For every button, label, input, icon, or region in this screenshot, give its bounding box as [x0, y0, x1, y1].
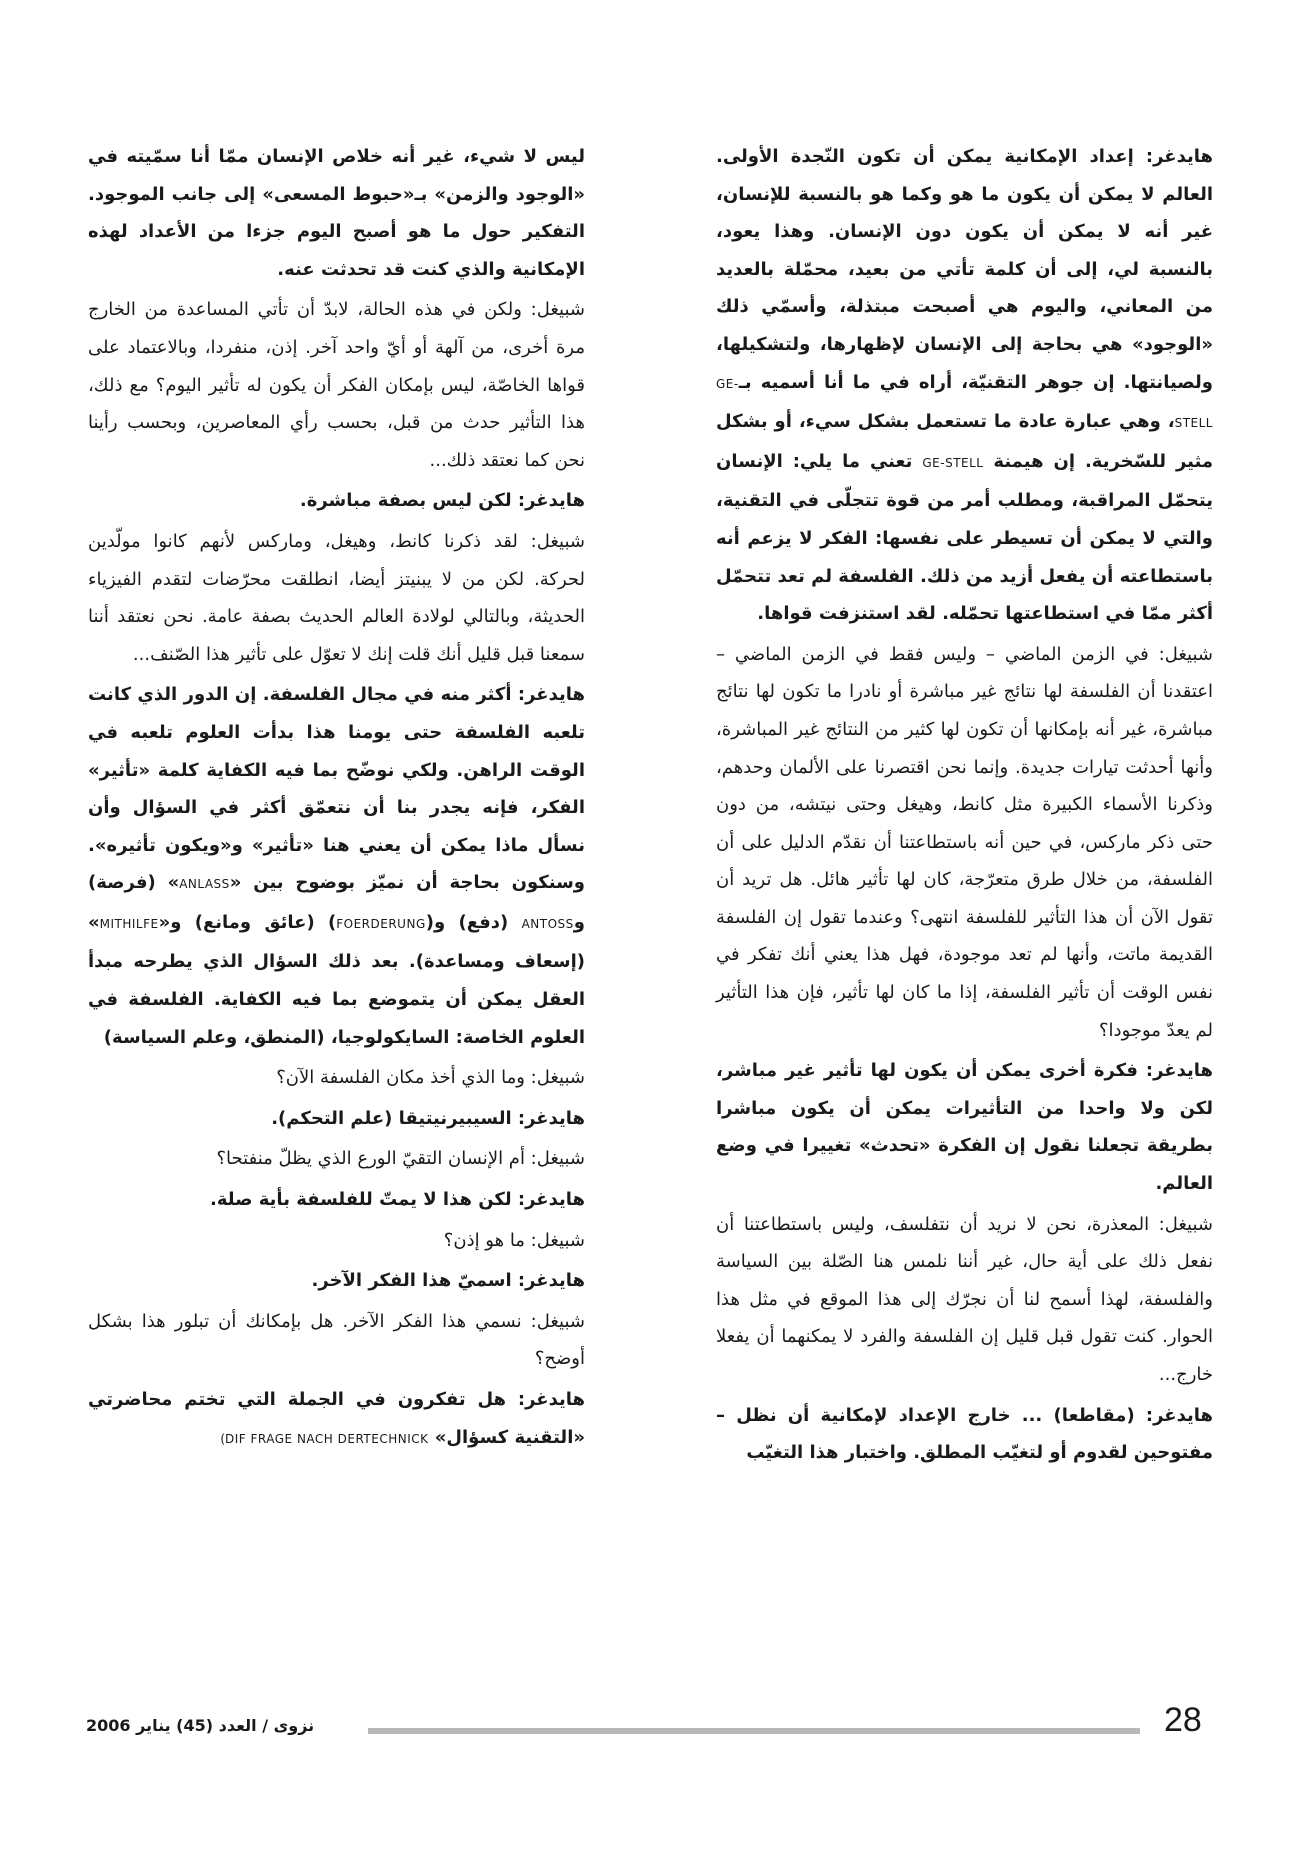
paragraph — [716, 1206, 1213, 1394]
paragraph-text: هايدغر: لكن ليس بصفة مباشرة. — [299, 490, 585, 512]
paragraph — [716, 636, 1213, 1050]
paragraph-text: ليس لا شيء، غير أنه خلاص الإنسان ممّا أنا سمّيته في «الوجود والزمن» بـ«حبوط المسعى» إلى جانب الموجود. التفكير حول ما هو أصبح اليوم جزءا من الأعداد لهذه الإمكانية والذي كنت قد تحدثت عنه. — [88, 146, 585, 280]
paragraph — [88, 1303, 585, 1378]
paragraph — [88, 676, 585, 1056]
paragraph — [88, 1181, 585, 1219]
paragraph-text: (دفع) و( — [425, 911, 522, 933]
paragraph-text: » (فرصة) و — [88, 872, 585, 933]
paragraph-text: شبيغل: المعذرة، نحن لا نريد أن نتفلسف، وليس باستطاعتنا أن نفعل ذلك على أية حال، غير أننا نلمس هنا الصّلة بين السياسة والفلسفة، لهذا أسمح لنا أن نجرّك إلى هذا الموقع في مثل هذا الحوار. كنت تقول قبل قليل إن الفلسفة والفرد لا يمكنهما أن يفعلا خارج... — [716, 1213, 1213, 1385]
paragraph — [88, 1222, 585, 1260]
paragraph — [88, 1140, 585, 1178]
paragraph-text: هايدغر: إعداد الإمكانية يمكن أن تكون النّجدة الأولى. العالم لا يمكن أن يكون ما هو وكما هو بالنسبة للإنسان، غير أنه لا يمكن أن يكون دون الإنسان. وهذا يعود، بالنسبة لي، إلى أن كلمة تأتي من بعيد، محمّلة بالعديد من المعاني، واليوم هي أصبحت مبتذلة، وأسمّي ذلك «الوجود» هي بحاجة إلى الإنسان لإظهارها، ولتشكيلها، ولصيانتها. إن جوهر التقنيّة، أراه في ما أنا أسميه بـ — [716, 146, 1213, 393]
paragraph-text: شبيغل: ولكن في هذه الحالة، لابدّ أن تأتي المساعدة من الخارج مرة أخرى، من آلهة أو أيّ واحد آخر. إذن، منفردا، وبالاعتماد على قواها الخاصّة، ليس بإمكان الفكر أن يكون له تأثير اليوم؟ مع ذلك، هذا التأثير حدث من قبل، بحسب رأي المعاصرين، وبحسب رأينا نحن كما نعتقد ذلك... — [88, 299, 585, 471]
paragraph — [88, 523, 585, 673]
paragraph — [88, 1381, 585, 1458]
paragraph-text: ) (عائق ومانع) و« — [158, 911, 337, 933]
footer-rule — [368, 1728, 1140, 1734]
paragraph-text: » (إسعاف ومساعدة). بعد ذلك السؤال الذي يطرحه مبدأ العقل يمكن أن يتموضع بما فيه الكفاية. الفلسفة في العلوم الخاصة: السايكولوجيا، (المنطق، وعلم السياسة) — [88, 911, 585, 1048]
paragraph-text: هايدغر: فكرة أخرى يمكن أن يكون لها تأثير غير مباشر، لكن ولا واحدا من التأثيرات يمكن أن يكون مباشرا بطريقة تجعلنا نقول إن الفكرة «تحدث» تغييرا في وضع العالم. — [716, 1060, 1213, 1195]
paragraph — [716, 138, 1213, 633]
paragraph — [88, 482, 585, 520]
right-column — [716, 138, 1213, 1475]
page-number: 28 — [1164, 1701, 1202, 1739]
paragraph-text: شبيغل: في الزمن الماضي – وليس فقط في الزمن الماضي – اعتقدنا أن الفلسفة لها نتائج غير مباشرة أو نادرا ما تكون لها نتائج مباشرة، غير أنه بإمكانها أن تكون لها كثير من النتائج غير المباشرة، وأنها أحدثت تيارات جديدة. وإنما نحن اقتصرنا على الألمان وحدهم، وذكرنا الأسماء الكبيرة مثل كانط، وهيغل وحتى نيتشه، من دون حتى ذكر ماركس، في حين أنه باستطاعتنا أن نقدّم الدليل على أن الفلسفة، من خلال طرق متعرّجة، كان لها تأثير هائل. هل تريد أن تقول الآن أن هذا التأثير للفلسفة انتهى؟ وعندما تقول إن الفلسفة القديمة ماتت، وأنها لم تعد موجودة، فهل هذا يعني أنك تفكر في نفس الوقت أن تأثير الفلسفة، إذا ما كان لها تأثير، فإن هذا التأثير لم يعدّ موجودا؟ — [716, 643, 1213, 1041]
paragraph-text: ، وهي عبارة عادة ما تستعمل بشكل سيء، أو بشكل مثير للسّخرية. إن هيمنة — [716, 411, 1214, 472]
paragraph-text: تعني ما يلي: الإنسان يتحمّل المراقبة، ومطلب أمر من قوة تتجلّى في التقنية، والتي لا يمكن أن تسيطر على نفسها: الفكر لا يزعم أنه باستطاعته أن يفعل أزيد من ذلك. الفلسفة لم تعد تتحمّل أكثر ممّا في استطاعتها تحمّله. لقد استنزفت قواها. — [716, 450, 1213, 625]
issue-line: نزوى / العدد (45) يناير 2006 — [86, 1716, 315, 1735]
paragraph — [716, 1052, 1213, 1202]
paragraph-text: هايدغر: هل تفكرون في الجملة التي تختم محاضرتي «التقنية كسؤال» — [88, 1389, 585, 1448]
latin-term: MITHILFE — [99, 916, 159, 931]
paragraph-text: هايدغر: لكن هذا لا يمتّ للفلسفة بأية صلة. — [210, 1189, 585, 1211]
latin-term: (DIF FRAGE NACH DERTECHNICK — [220, 1431, 429, 1446]
paragraph — [88, 1059, 585, 1097]
latin-term: ANLASS — [179, 877, 230, 892]
latin-term: GE-STELL — [922, 455, 984, 470]
paragraph-text: هايدغر: السيبيرنيتيقا (علم التحكم). — [271, 1107, 585, 1129]
latin-term: FOERDERUNG — [336, 916, 426, 931]
paragraph-text: شبيغل: نسمي هذا الفكر الآخر. هل بإمكانك أن تبلور هذا بشكل أوضح؟ — [88, 1310, 585, 1370]
paragraph — [88, 1262, 585, 1300]
paragraph-text: هايدغر: (مقاطعا) ... خارج الإعداد لإمكانية أن نظل – مفتوحين لقدوم أو لتغيّب المطلق. واختبار هذا التغيّب — [716, 1404, 1213, 1464]
paragraph-text: شبيغل: وما الذي أخذ مكان الفلسفة الآن؟ — [276, 1067, 585, 1089]
latin-term: GE-STELL — [716, 376, 1213, 431]
paragraph-text: شبيغل: أم الإنسان التقيّ الورع الذي يظلّ منفتحا؟ — [216, 1148, 585, 1170]
paragraph-text: هايدغر: اسميّ هذا الفكر الآخر. — [311, 1270, 585, 1292]
paragraph-text: هايدغر: أكثر منه في مجال الفلسفة. إن الدور الذي كانت تلعبه الفلسفة حتى يومنا هذا بدأت العلوم تلعبه في الوقت الراهن. ولكي نوضّح بما فيه الكفاية كلمة «تأثير» الفكر، فإنه يجدر بنا أن نتعمّق أكثر في السؤال وأن نسأل ماذا يمكن أن يعني هنا «تأثير» و«ويكون تأثيره». وسنكون بحاجة أن نميّز بوضوح بين « — [88, 684, 585, 894]
latin-term: ANTOSS — [521, 916, 574, 931]
paragraph — [716, 1397, 1213, 1472]
paragraph — [88, 1100, 585, 1138]
paragraph — [88, 291, 585, 479]
left-column — [88, 138, 585, 1461]
paragraph-text: شبيغل: لقد ذكرنا كانط، وهيغل، وماركس لأنهم كانوا مولّدين لحركة. لكن من لا يبنيتز أيضا، انطلقت محرّضات لتقدم الفيزياء الحديثة، وبالتالي لولادة العالم الحديث بصفة عامة. نحن نعتقد أننا سمعنا قبل قليل أنك قلت إنك لا تعوّل على تأثير هذا الصّنف... — [88, 530, 585, 665]
paragraph — [88, 138, 585, 288]
paragraph-text: شبيغل: ما هو إذن؟ — [443, 1229, 585, 1251]
